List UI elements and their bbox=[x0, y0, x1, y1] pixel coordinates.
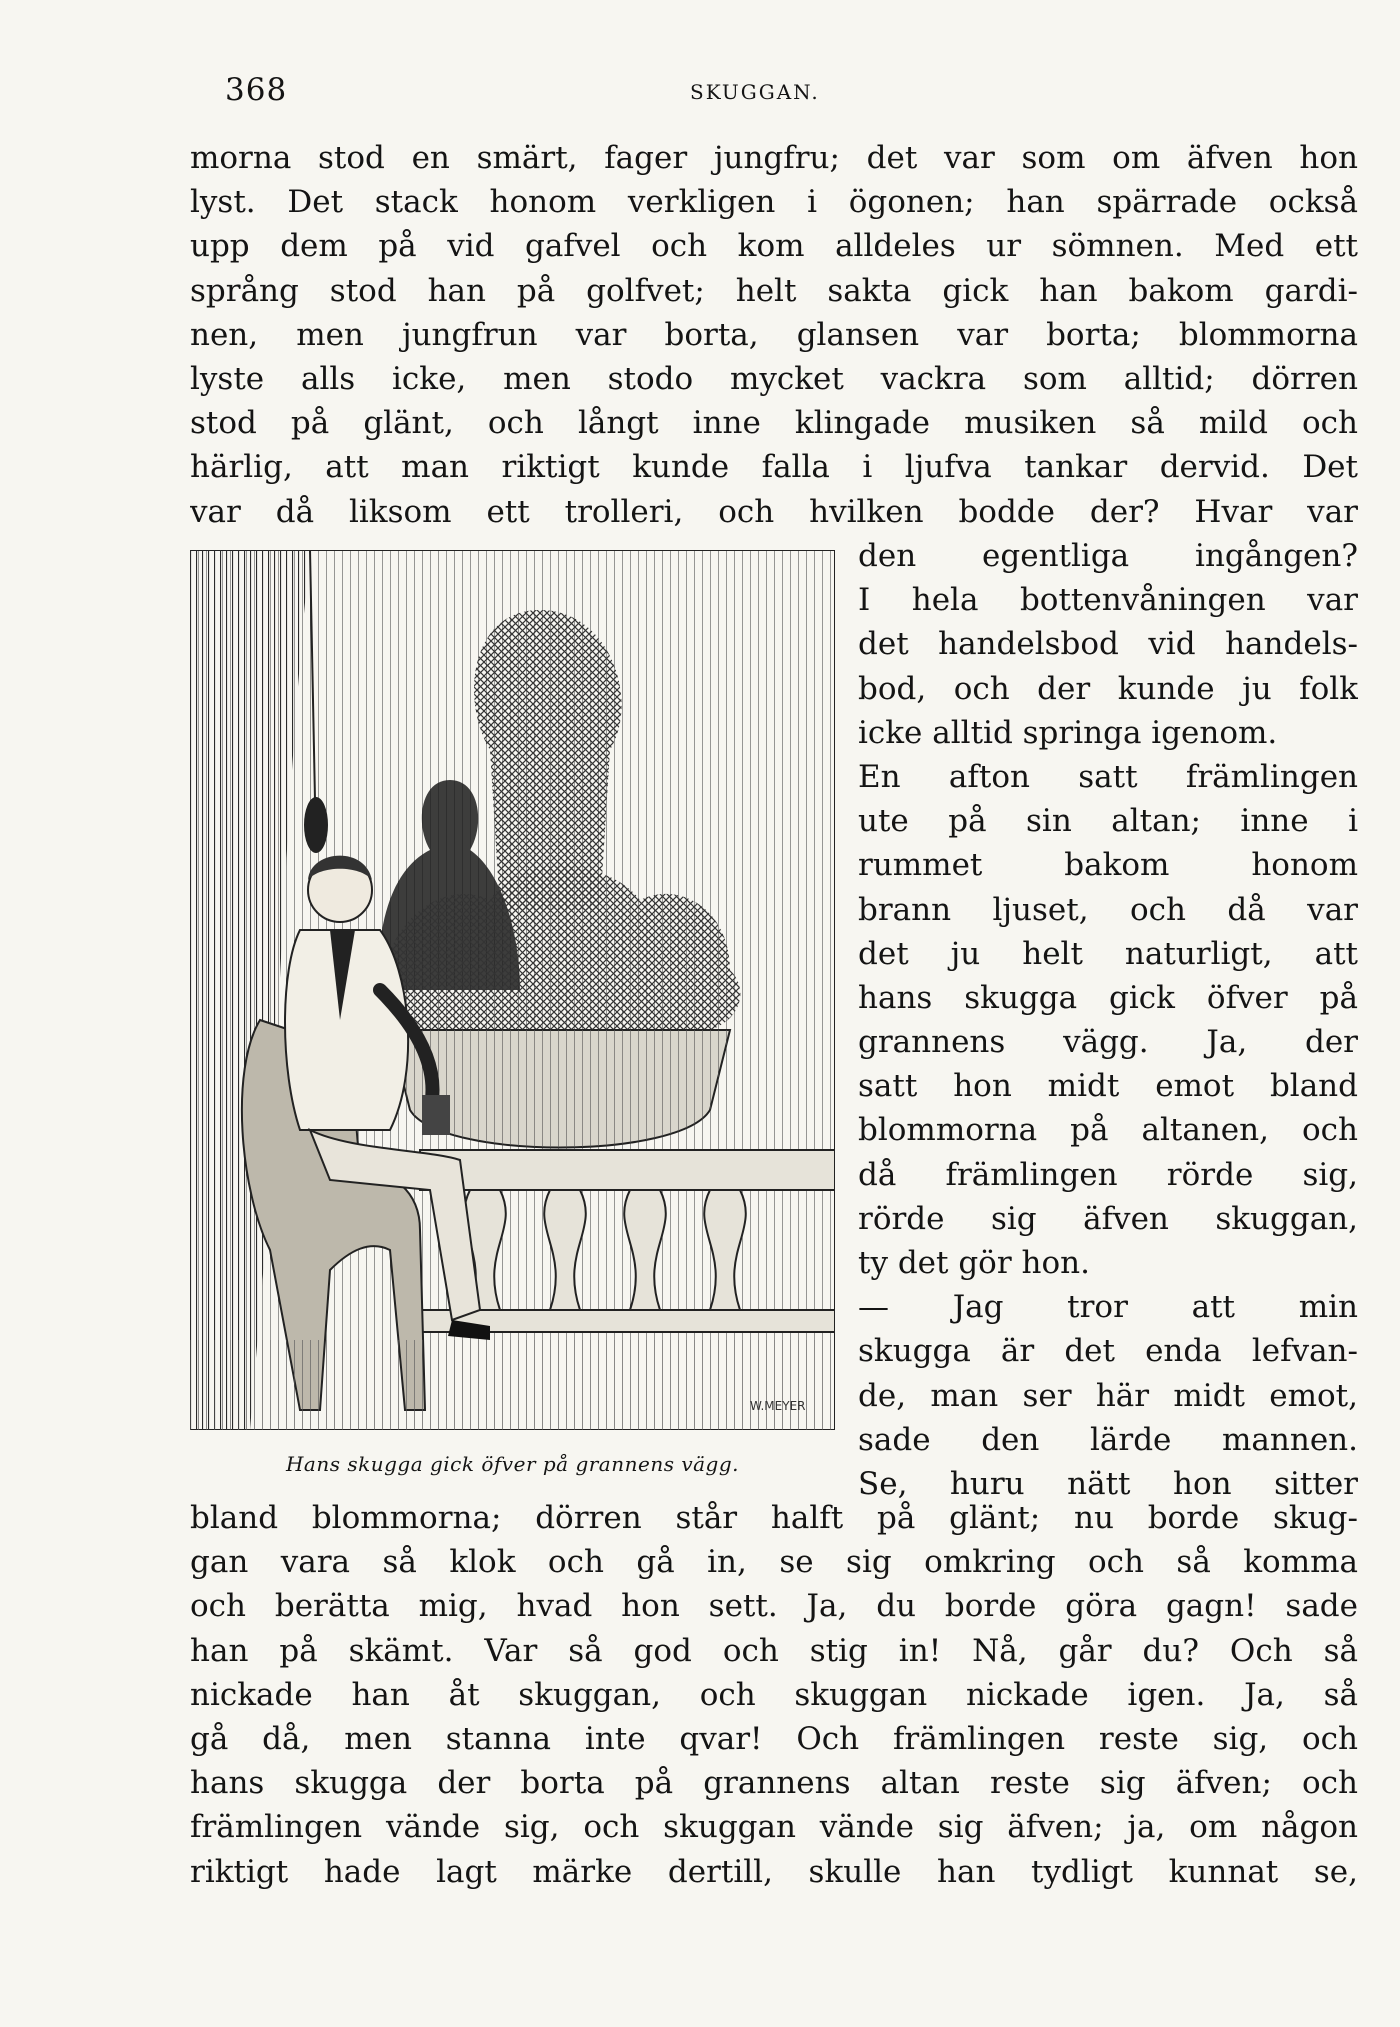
text-line: riktigt hade lagt märke dertill, skulle han tydligt kunnat se, bbox=[190, 1853, 1358, 1890]
text-line: den egentliga ingången? bbox=[858, 538, 1358, 574]
engraver-mark: W.MEYER bbox=[750, 1399, 806, 1413]
engraving-image bbox=[190, 550, 835, 1430]
text-line: icke alltid springa igenom. bbox=[858, 714, 1278, 751]
text-line: rummet bakom honom bbox=[858, 847, 1358, 884]
side-column bbox=[858, 534, 1358, 1506]
text-line: de, man ser här midt emot, bbox=[858, 1377, 1358, 1414]
text-line: bland blommorna; dörren står halft på glänt; nu borde skug- bbox=[190, 1500, 1358, 1536]
text-line: En afton satt främlingen bbox=[858, 758, 1358, 795]
text-line: språng stod han på golfvet; helt sakta gick han bakom gardi- bbox=[190, 272, 1358, 309]
text-line: ute på sin altan; inne i bbox=[858, 803, 1358, 840]
text-line: Se, huru nätt hon sitter bbox=[858, 1465, 1358, 1502]
text-line: det ju helt naturligt, att bbox=[858, 935, 1358, 972]
text-line: hans skugga der borta på grannens altan reste sig äfven; och bbox=[190, 1765, 1358, 1802]
running-title: SKUGGAN. bbox=[690, 80, 820, 104]
text-line: härlig, att man riktigt kunde falla i ljufva tankar dervid. Det bbox=[190, 449, 1358, 486]
text-line: det handelsbod vid handels- bbox=[858, 626, 1358, 663]
text-line: satt hon midt emot bland bbox=[858, 1068, 1358, 1105]
text-line: — Jag tror att min bbox=[858, 1289, 1358, 1326]
balustrade-rail bbox=[420, 1150, 835, 1190]
page-number: 368 bbox=[225, 72, 288, 108]
text-line: stod på glänt, och långt inne klingade musiken så mild och bbox=[190, 405, 1358, 442]
text-line: hans skugga gick öfver på bbox=[858, 979, 1358, 1016]
text-line: blommorna på altanen, och bbox=[858, 1112, 1358, 1149]
text-line: bod, och der kunde ju folk bbox=[858, 670, 1358, 707]
book bbox=[422, 1095, 450, 1135]
text-line: brann ljuset, och då var bbox=[858, 891, 1358, 928]
text-line: nickade han åt skuggan, och skuggan nickade igen. Ja, så bbox=[190, 1676, 1358, 1713]
text-line: var då liksom ett trolleri, och hvilken bodde der? Hvar var bbox=[190, 493, 1358, 530]
text-line: rörde sig äfven skuggan, bbox=[858, 1200, 1358, 1237]
page-header bbox=[225, 72, 1365, 122]
text-line: upp dem på vid gafvel och kom alldeles ur sömnen. Med ett bbox=[190, 228, 1358, 265]
text-line: gan vara så klok och gå in, se sig omkring och så komma bbox=[190, 1544, 1358, 1581]
bottom-paragraph bbox=[190, 1496, 1358, 1894]
text-line: skugga är det enda lefvan- bbox=[858, 1333, 1358, 1370]
text-line: grannens vägg. Ja, der bbox=[858, 1024, 1358, 1061]
figure-caption: Hans skugga gick öfver på grannens vägg. bbox=[285, 1452, 740, 1476]
text-line: sade den lärde mannen. bbox=[858, 1421, 1358, 1458]
illustration bbox=[190, 550, 835, 1430]
text-line: och berätta mig, hvad hon sett. Ja, du borde göra gagn! sade bbox=[190, 1588, 1358, 1625]
text-line: nen, men jungfrun var borta, glansen var borta; blommorna bbox=[190, 316, 1358, 353]
text-line: ty det gör hon. bbox=[858, 1245, 1090, 1281]
text-line: då främlingen rörde sig, bbox=[858, 1156, 1358, 1193]
text-line: I hela bottenvåningen var bbox=[858, 582, 1358, 619]
tassel bbox=[304, 797, 328, 853]
text-line: lyste alls icke, men stodo mycket vackra som alltid; dörren bbox=[190, 360, 1358, 397]
text-line: han på skämt. Var så god och stig in! Nå, går du? Och så bbox=[190, 1632, 1358, 1669]
text-line: morna stod en smärt, fager jungfru; det var som om äfven hon bbox=[190, 140, 1358, 176]
text-line: gå då, men stanna inte qvar! Och främlingen reste sig, och bbox=[190, 1720, 1358, 1757]
top-paragraph bbox=[190, 136, 1358, 534]
text-line: lyst. Det stack honom verkligen i ögonen; han spärrade också bbox=[190, 184, 1358, 221]
text-line: främlingen vände sig, och skuggan vände sig äfven; ja, om någon bbox=[190, 1809, 1358, 1846]
